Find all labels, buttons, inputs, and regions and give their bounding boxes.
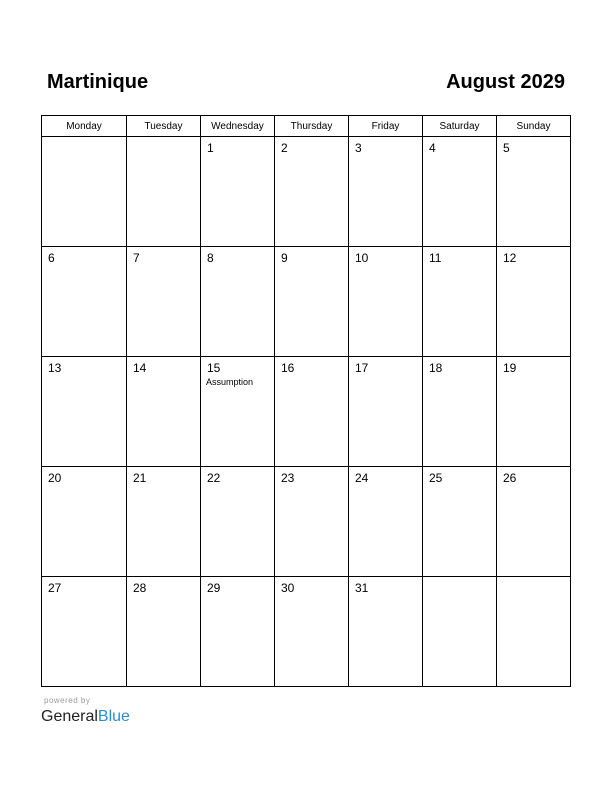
footer-branding [41, 696, 130, 727]
day-number: 18 [429, 361, 443, 375]
day-cell [127, 577, 201, 687]
day-cell [497, 577, 571, 687]
day-number: 13 [48, 361, 62, 375]
day-number: 24 [355, 471, 369, 485]
day-cell [423, 137, 497, 247]
country-title: Martinique [47, 71, 149, 93]
holiday-label: Assumption [206, 377, 254, 387]
day-cell [275, 137, 349, 247]
day-number: 5 [503, 141, 510, 155]
day-cell [42, 357, 127, 467]
day-number: 4 [429, 141, 436, 155]
day-number: 2 [281, 141, 288, 155]
day-number: 15 [207, 361, 221, 375]
brand-general-text: General [41, 708, 98, 725]
day-number: 22 [207, 471, 221, 485]
day-number: 31 [355, 581, 369, 595]
day-cell [201, 247, 275, 357]
week-row [42, 137, 571, 247]
day-number: 25 [429, 471, 443, 485]
day-number: 29 [207, 581, 221, 595]
day-cell [275, 357, 349, 467]
weekday-saturday: Saturday [423, 116, 497, 137]
day-cell [127, 357, 201, 467]
day-number: 21 [133, 471, 147, 485]
day-cell [423, 247, 497, 357]
weekday-monday: Monday [42, 116, 127, 137]
day-cell [42, 137, 127, 247]
day-number: 12 [503, 251, 517, 265]
day-number: 20 [48, 471, 62, 485]
powered-by-text: powered by [44, 696, 91, 705]
day-number: 10 [355, 251, 369, 265]
day-cell [127, 247, 201, 357]
day-cell [349, 357, 423, 467]
day-cell [201, 577, 275, 687]
week-row [42, 577, 571, 687]
day-number: 30 [281, 581, 295, 595]
day-number: 26 [503, 471, 517, 485]
weekday-friday: Friday [349, 116, 423, 137]
day-cell [423, 577, 497, 687]
day-cell [349, 137, 423, 247]
weekday-tuesday: Tuesday [127, 116, 201, 137]
week-row [42, 357, 571, 467]
day-number: 16 [281, 361, 295, 375]
day-number: 19 [503, 361, 517, 375]
day-number: 7 [133, 251, 140, 265]
week-row [42, 247, 571, 357]
day-number: 1 [207, 141, 214, 155]
day-cell [497, 357, 571, 467]
day-number: 6 [48, 251, 55, 265]
day-number: 17 [355, 361, 369, 375]
day-cell [349, 467, 423, 577]
month-year-title: August 2029 [446, 71, 565, 93]
calendar-grid [41, 115, 571, 687]
day-cell [275, 577, 349, 687]
day-number: 14 [133, 361, 147, 375]
weekday-header-row [42, 116, 571, 137]
day-cell [42, 247, 127, 357]
day-cell [201, 137, 275, 247]
day-cell [127, 137, 201, 247]
weekday-thursday: Thursday [275, 116, 349, 137]
weekday-wednesday: Wednesday [201, 116, 275, 137]
day-cell [349, 577, 423, 687]
day-number: 28 [133, 581, 147, 595]
day-cell [349, 247, 423, 357]
day-cell [497, 247, 571, 357]
day-number: 11 [429, 251, 442, 265]
day-number: 3 [355, 141, 362, 155]
day-cell [275, 467, 349, 577]
day-cell [497, 137, 571, 247]
weekday-sunday: Sunday [497, 116, 571, 137]
day-cell [423, 357, 497, 467]
day-number: 9 [281, 251, 288, 265]
week-row [42, 467, 571, 577]
day-number: 23 [281, 471, 295, 485]
day-cell [201, 467, 275, 577]
day-cell [201, 357, 275, 467]
day-cell [423, 467, 497, 577]
day-number: 8 [207, 251, 214, 265]
day-number: 27 [48, 581, 62, 595]
day-cell [497, 467, 571, 577]
brand-blue-text: Blue [97, 708, 130, 725]
day-cell [42, 467, 127, 577]
day-cell [42, 577, 127, 687]
day-cell [127, 467, 201, 577]
day-cell [275, 247, 349, 357]
generalblue-logo[interactable] [41, 707, 130, 727]
